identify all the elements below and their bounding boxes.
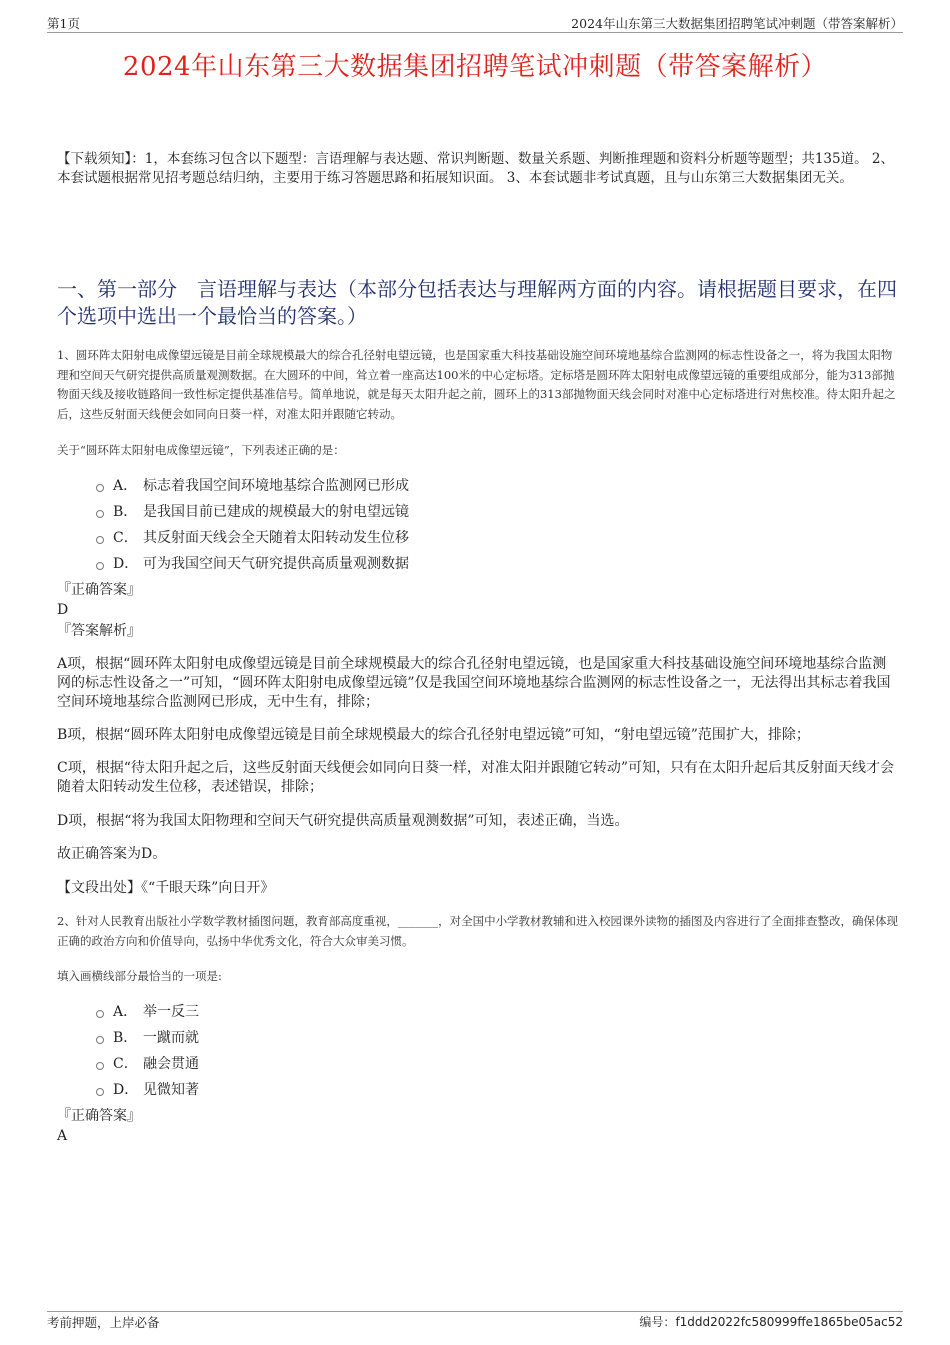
question-2-text: 2、针对人民教育出版社小学数学教材插图问题，教育部高度重视，_______，对全国中小学教材教辅和进入校园课外读物的插图及内容进行了全面排查整改，确保体现正确的政治方向和价值导向，弘扬中华优秀文化，符合大众审美习惯。 [57,914,899,948]
analysis-a: A项，根据“圆环阵太阳射电成像望远镜是目前全球规模最大的综合孔径射电望远镜，也是国家重大科技基础设施空间环境地基综合监测网的标志性设备之一”可知，“圆环阵太阳射电成像望远镜”仅是我国空间环境地基综合监测网的标志性设备之一，无法得出其标志着我国空间环境地基综合监测网已形成，无中生有，排除； [57,656,891,710]
radio-icon[interactable] [96,1062,104,1070]
footer-slogan: 考前押题，上岸必备 [47,1315,160,1330]
radio-icon[interactable] [96,1088,104,1096]
option-d[interactable]: D． 可为我国空间天气研究提供高质量观测数据 [96,550,409,576]
page-header [47,14,903,32]
page-number-label: 第1页 [47,16,80,31]
radio-icon[interactable] [96,536,104,544]
analysis-d: D项，根据“将为我国太阳物理和空间天气研究提供高质量观测数据”可知，表述正确，当选。 [57,813,629,829]
analysis-heading: 『答案解析』 [57,623,141,639]
document-code: 编号：f1ddd2022fc580999ffe1865be05ac52 [639,1315,903,1329]
answer-value: A [57,1128,68,1144]
option-a[interactable]: A． 标志着我国空间环境地基综合监测网已形成 [96,472,409,498]
header-doc-title: 2024年山东第三大数据集团招聘笔试冲刺题（带答案解析） [571,16,903,31]
question-1-prompt: 关于“圆环阵太阳射电成像望远镜”，下列表述正确的是： [57,443,345,457]
question-2-prompt: 填入画横线部分最恰当的一项是: [57,969,222,983]
header-divider [47,32,903,33]
option-a[interactable]: A． 举一反三 [96,998,199,1024]
radio-icon[interactable] [96,562,104,570]
option-b[interactable]: B． 是我国目前已建成的规模最大的射电望远镜 [96,498,409,524]
section-heading: 一、第一部分 言语理解与表达（本部分包括表达与理解两方面的内容。请根据题目要求，在四个选项中选出一个最恰当的答案。） [57,277,897,328]
conclusion: 故正确答案为D。 [57,846,167,862]
question-1-options [96,472,409,576]
analysis-c: C项，根据“待太阳升起之后，这些反射面天线便会如同向日葵一样，对准太阳并跟随它转动”可知，只有在太阳升起后其反射面天线才会随着太阳转动发生位移，表述错误，排除； [57,760,895,795]
analysis-b: B项，根据“圆环阵太阳射电成像望远镜是目前全球规模最大的综合孔径射电望远镜”可知，“射电望远镜”范围扩大，排除； [57,727,810,743]
radio-icon[interactable] [96,510,104,518]
answer-heading: 『正确答案』 [57,582,141,598]
radio-icon[interactable] [96,1010,104,1018]
answer-value: D [57,602,69,618]
answer-heading: 『正确答案』 [57,1108,141,1124]
question-2-options [96,998,199,1102]
page-title: 2024年山东第三大数据集团招聘笔试冲刺题（带答案解析） [122,52,828,82]
footer-divider [47,1311,903,1312]
option-b[interactable]: B． 一蹴而就 [96,1024,199,1050]
radio-icon[interactable] [96,484,104,492]
option-c[interactable]: C． 融会贯通 [96,1050,199,1076]
radio-icon[interactable] [96,1036,104,1044]
option-c[interactable]: C． 其反射面天线会全天随着太阳转动发生位移 [96,524,409,550]
option-d[interactable]: D． 见微知著 [96,1076,199,1102]
question-1-text: 1、圆环阵太阳射电成像望远镜是目前全球规模最大的综合孔径射电望远镜，也是国家重大科技基础设施空间环境地基综合监测网的标志性设备之一，将为我国太阳物理和空间天气研究提供高质量观测数据。在大圆环的中间，耸立着一座高达100米的中心定标塔。定标塔是圆环阵太阳射电成像望远镜的重要组成部分，能为313部抛物面天线及接收链路间一致性标定提供基准信号。简单地说，就是每天太阳升起之前，圆环上的313部抛物面天线会同时对准中心定标塔进行对焦校准。待太阳升起之后，这些反射面天线便会如同向日葵一样，对准太阳并跟随它转动。 [57,348,896,421]
source-citation: 【文段出处】《“千眼天珠”向日开》 [57,880,275,896]
download-notice: 【下载须知】：1，本套练习包含以下题型：言语理解与表达题、常识判断题、数量关系题、判断推理题和资料分析题等题型；共135道。 2、本套试题根据常见招考题总结归纳，主要用于练习答题思路和拓展知识面。 3、本套试题非考试真题，且与山东第三大数据集团无关。 [57,151,894,186]
